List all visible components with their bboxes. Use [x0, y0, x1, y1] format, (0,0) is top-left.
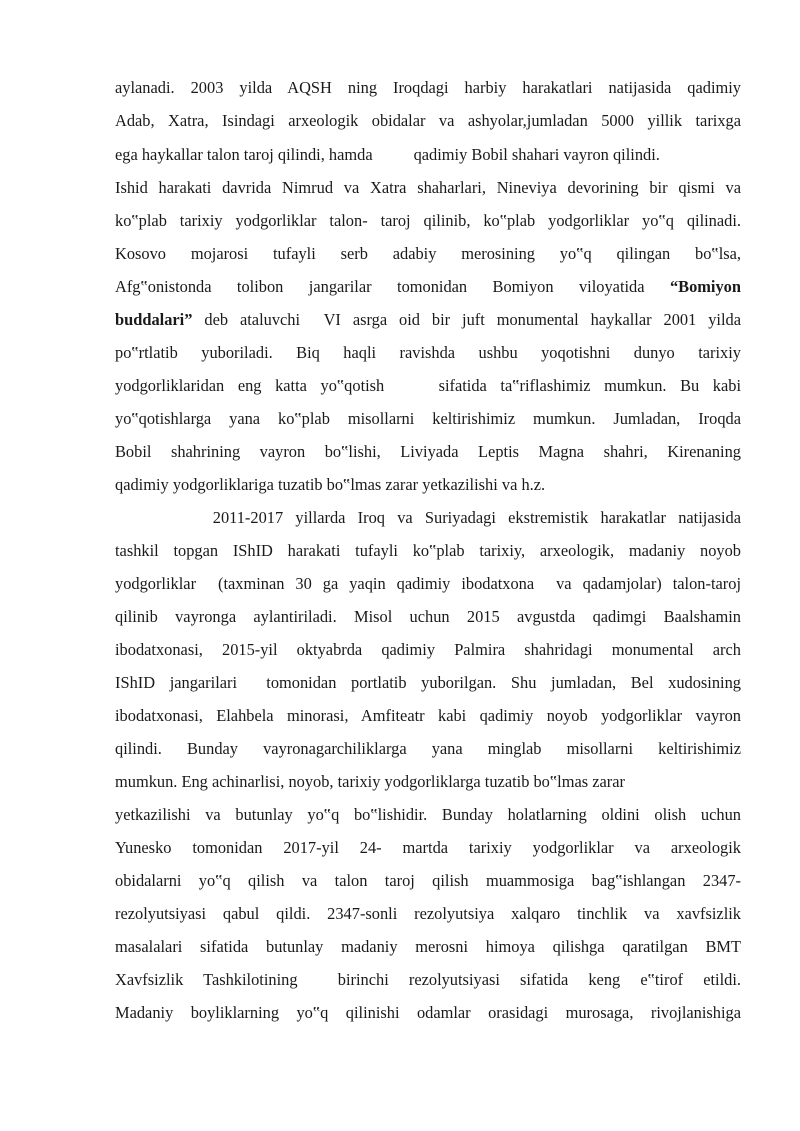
- text-line: Madaniy boyliklarning yo‟q qilinishi odamlar orasidagi murosaga, rivojlanishiga: [115, 1003, 741, 1022]
- text-line: Xavfsizlik Tashkilotining birinchi rezolyutsiyasi sifatida keng e‟tirof etildi.: [115, 970, 741, 989]
- text-line: Ishid harakati davrida Nimrud va Xatra shaharlari, Nineviya devorining bir qismi va: [115, 178, 741, 197]
- text-line: ibodatxonasi, 2015-yil oktyabrda qadimiy Palmira shahridagi monumental arch: [115, 640, 741, 659]
- text-line: Yunesko tomonidan 2017-yil 24- martda tarixiy yodgorliklar va arxeologik: [115, 838, 741, 857]
- text-line: yodgorliklaridan eng katta yo‟qotish sifatida ta‟riflashimiz mumkun. Bu kabi: [115, 376, 741, 395]
- text-line: obidalarni yo‟q qilish va talon taroj qilish muammosiga bag‟ishlangan 2347-: [115, 871, 741, 890]
- text-line: qadimiy yodgorliklariga tuzatib bo‟lmas zarar yetkazilishi va h.z.: [115, 475, 546, 494]
- text-line: Adab, Xatra, Isindagi arxeologik obidalar va ashyolar,jumladan 5000 yillik tarixga: [115, 111, 741, 130]
- text-line: mumkun. Eng achinarlisi, noyob, tarixiy yodgorliklarga tuzatib bo‟lmas zarar: [115, 772, 625, 791]
- text-line: [115, 310, 741, 330]
- text-line: yetkazilishi va butunlay yo‟q bo‟lishidir. Bunday holatlarning oldini olish uchun: [115, 805, 741, 824]
- text-line: rezolyutsiyasi qabul qildi. 2347-sonli rezolyutsiya xalqaro tinchlik va xavfsizlik: [115, 904, 741, 923]
- text-line: qilindi. Bunday vayronagarchiliklarga yana minglab misollarni keltirishimiz: [115, 739, 741, 758]
- text-line: [115, 277, 741, 297]
- text-line: masalalari sifatida butunlay madaniy merosni himoya qilishga qaratilgan BMT: [115, 937, 741, 956]
- text-line: yodgorliklar (taxminan 30 ga yaqin qadimiy ibodatxona va qadamjolar) talon-taroj: [115, 574, 741, 593]
- text-line: po‟rtlatib yuboriladi. Biq haqli ravishda ushbu yoqotishni dunyo tarixiy: [115, 343, 741, 362]
- text-segment: deb ataluvchi VI asrga oid bir juft monumental haykallar 2001 yilda: [192, 310, 741, 329]
- text-line: 2011-2017 yillarda Iroq va Suriyadagi ekstremistik harakatlar natijasida: [115, 508, 741, 527]
- text-line: ibodatxonasi, Elahbela minorasi, Amfiteatr kabi qadimiy noyob yodgorliklar vayron: [115, 706, 741, 725]
- text-line: ega haykallar talon taroj qilindi, hamda qadimiy Bobil shahari vayron qilindi.: [115, 145, 660, 164]
- bold-term: “Bomiyon: [669, 277, 741, 296]
- text-line: yo‟qotishlarga yana ko‟plab misollarni keltirishimiz mumkun. Jumladan, Iroqda: [115, 409, 741, 428]
- bold-term: buddalari”: [115, 310, 193, 329]
- text-line: tashkil topgan IShID harakati tufayli ko‟plab tarixiy, arxeologik, madaniy noyob: [115, 541, 741, 560]
- text-line: IShID jangarilari tomonidan portlatib yuborilgan. Shu jumladan, Bel xudosining: [115, 673, 741, 692]
- text-segment: Afg‟onistonda tolibon jangarilar tomonidan Bomiyon viloyatida: [115, 277, 670, 296]
- text-line: ko‟plab tarixiy yodgorliklar talon- taroj qilinib, ko‟plab yodgorliklar yo‟q qilinadi.: [115, 211, 741, 230]
- text-line: aylanadi. 2003 yilda AQSH ning Iroqdagi harbiy harakatlari natijasida qadimiy: [115, 78, 741, 97]
- text-line: qilinib vayronga aylantiriladi. Misol uchun 2015 avgustda qadimgi Baalshamin: [115, 607, 741, 626]
- text-line: Kosovo mojarosi tufayli serb adabiy merosining yo‟q qilingan bo‟lsa,: [115, 244, 741, 263]
- text-line: Bobil shahrining vayron bo‟lishi, Liviyada Leptis Magna shahri, Kirenaning: [115, 442, 741, 461]
